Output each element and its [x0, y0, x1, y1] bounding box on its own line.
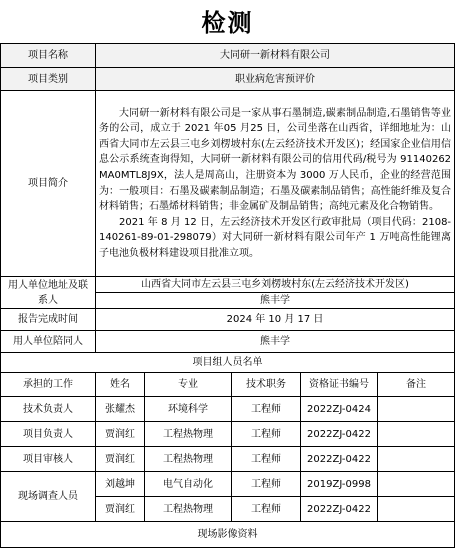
member-position: 工程师: [232, 497, 301, 522]
row-personnel-title: [1, 353, 455, 373]
escort-value: 熊丰学: [96, 331, 455, 353]
member-note: [378, 397, 455, 422]
member-major: 环境科学: [145, 397, 232, 422]
escort-label: 用人单位陪同人: [1, 331, 96, 353]
member-note: [378, 497, 455, 522]
member-cert: 2022ZJ-0422: [301, 422, 378, 447]
address-label: 用人单位地址及联系人: [1, 277, 96, 309]
member-position: 工程师: [232, 447, 301, 472]
header-cert: 资格证书编号: [301, 373, 378, 397]
member-position: 工程师: [232, 397, 301, 422]
header-name: 姓名: [96, 373, 145, 397]
report-date-value: 2024 年 10 月 17 日: [96, 309, 455, 331]
member-major: 工程热物理: [145, 447, 232, 472]
photo-section-title: 现场影像资料: [1, 522, 455, 548]
row-footer-section: [1, 522, 455, 548]
member-name: 贾润红: [96, 497, 145, 522]
member-note: [378, 472, 455, 497]
header-role: 承担的工作: [1, 373, 96, 397]
table-row: [1, 422, 455, 447]
member-name: 贾润红: [96, 447, 145, 472]
member-position: 工程师: [232, 422, 301, 447]
row-address: [1, 277, 455, 293]
intro-paragraph-1: 大同研一新材料有限公司是一家从事石墨制造,碳素制品制造,石墨销售等业务的公司，成立于 2021 年05 月25 日，公司坐落在山西省，详细地址为：山西省大同市左云县三屯乡刘楞坡村东(左云经济技术开发区)；经国家企业信用信息公示系统查询得知，大同研一新材料有限公司的信用代码/税号为 91140262MA0MTL8J9X，法人是周高山，注册资本为 3000 万人民币，企业的经营范围为：一般项目：石墨及碳素制品制造；石墨及碳素制品销售；高性能纤维及复合材料销售；石墨烯材料销售；非金属矿及制品销售；高纯元素及化合物销售。: [99, 107, 452, 213]
header-major: 专业: [145, 373, 232, 397]
member-role: 现场调查人员: [1, 472, 96, 522]
member-name: 张耀杰: [96, 397, 145, 422]
personnel-header-row: [1, 373, 455, 397]
member-note: [378, 422, 455, 447]
member-cert: 2019ZJ-0998: [301, 472, 378, 497]
member-cert: 2022ZJ-0422: [301, 497, 378, 522]
project-name-value: 大同研一新材料有限公司: [96, 44, 455, 68]
row-project-intro: [1, 91, 455, 277]
member-note: [378, 447, 455, 472]
row-escort: [1, 331, 455, 353]
document-title: 检测: [201, 9, 254, 37]
intro-paragraph-2: 2021 年 8 月 12 日，左云经济技术开发区行政审批局（项目代码：2108-140261-89-01-298079）对大同研一新材料有限公司年产 1 万吨高性能锂离子电池负极材料建设项目批准立项。: [99, 216, 452, 259]
member-cert: 2022ZJ-0424: [301, 397, 378, 422]
member-major: 工程热物理: [145, 422, 232, 447]
contact-value: 熊丰学: [96, 293, 455, 309]
member-role: 项目审核人: [1, 447, 96, 472]
report-date-label: 报告完成时间: [1, 309, 96, 331]
project-intro-value: [96, 91, 455, 277]
project-type-value: 职业病危害预评价: [96, 68, 455, 91]
project-type-label: 项目类别: [1, 68, 96, 91]
member-major: 电气自动化: [145, 472, 232, 497]
member-cert: 2022ZJ-0422: [301, 447, 378, 472]
header-position: 技术职务: [232, 373, 301, 397]
row-report-date: [1, 309, 455, 331]
project-name-label: 项目名称: [1, 44, 96, 68]
member-position: 工程师: [232, 472, 301, 497]
member-role: 技术负责人: [1, 397, 96, 422]
project-intro-label: 项目简介: [1, 91, 96, 277]
table-row: [1, 472, 455, 497]
member-name: 刘越坤: [96, 472, 145, 497]
info-table: [0, 43, 455, 548]
row-project-name: [1, 44, 455, 68]
table-row: [1, 397, 455, 422]
personnel-section-title: 项目组人员名单: [1, 353, 455, 373]
row-project-type: [1, 68, 455, 91]
member-role: 项目负责人: [1, 422, 96, 447]
member-major: 工程热物理: [145, 497, 232, 522]
table-row: [1, 447, 455, 472]
address-value: 山西省大同市左云县三屯乡刘楞坡村东(左云经济技术开发区): [96, 277, 455, 293]
header-note: 备注: [378, 373, 455, 397]
member-name: 贾润红: [96, 422, 145, 447]
